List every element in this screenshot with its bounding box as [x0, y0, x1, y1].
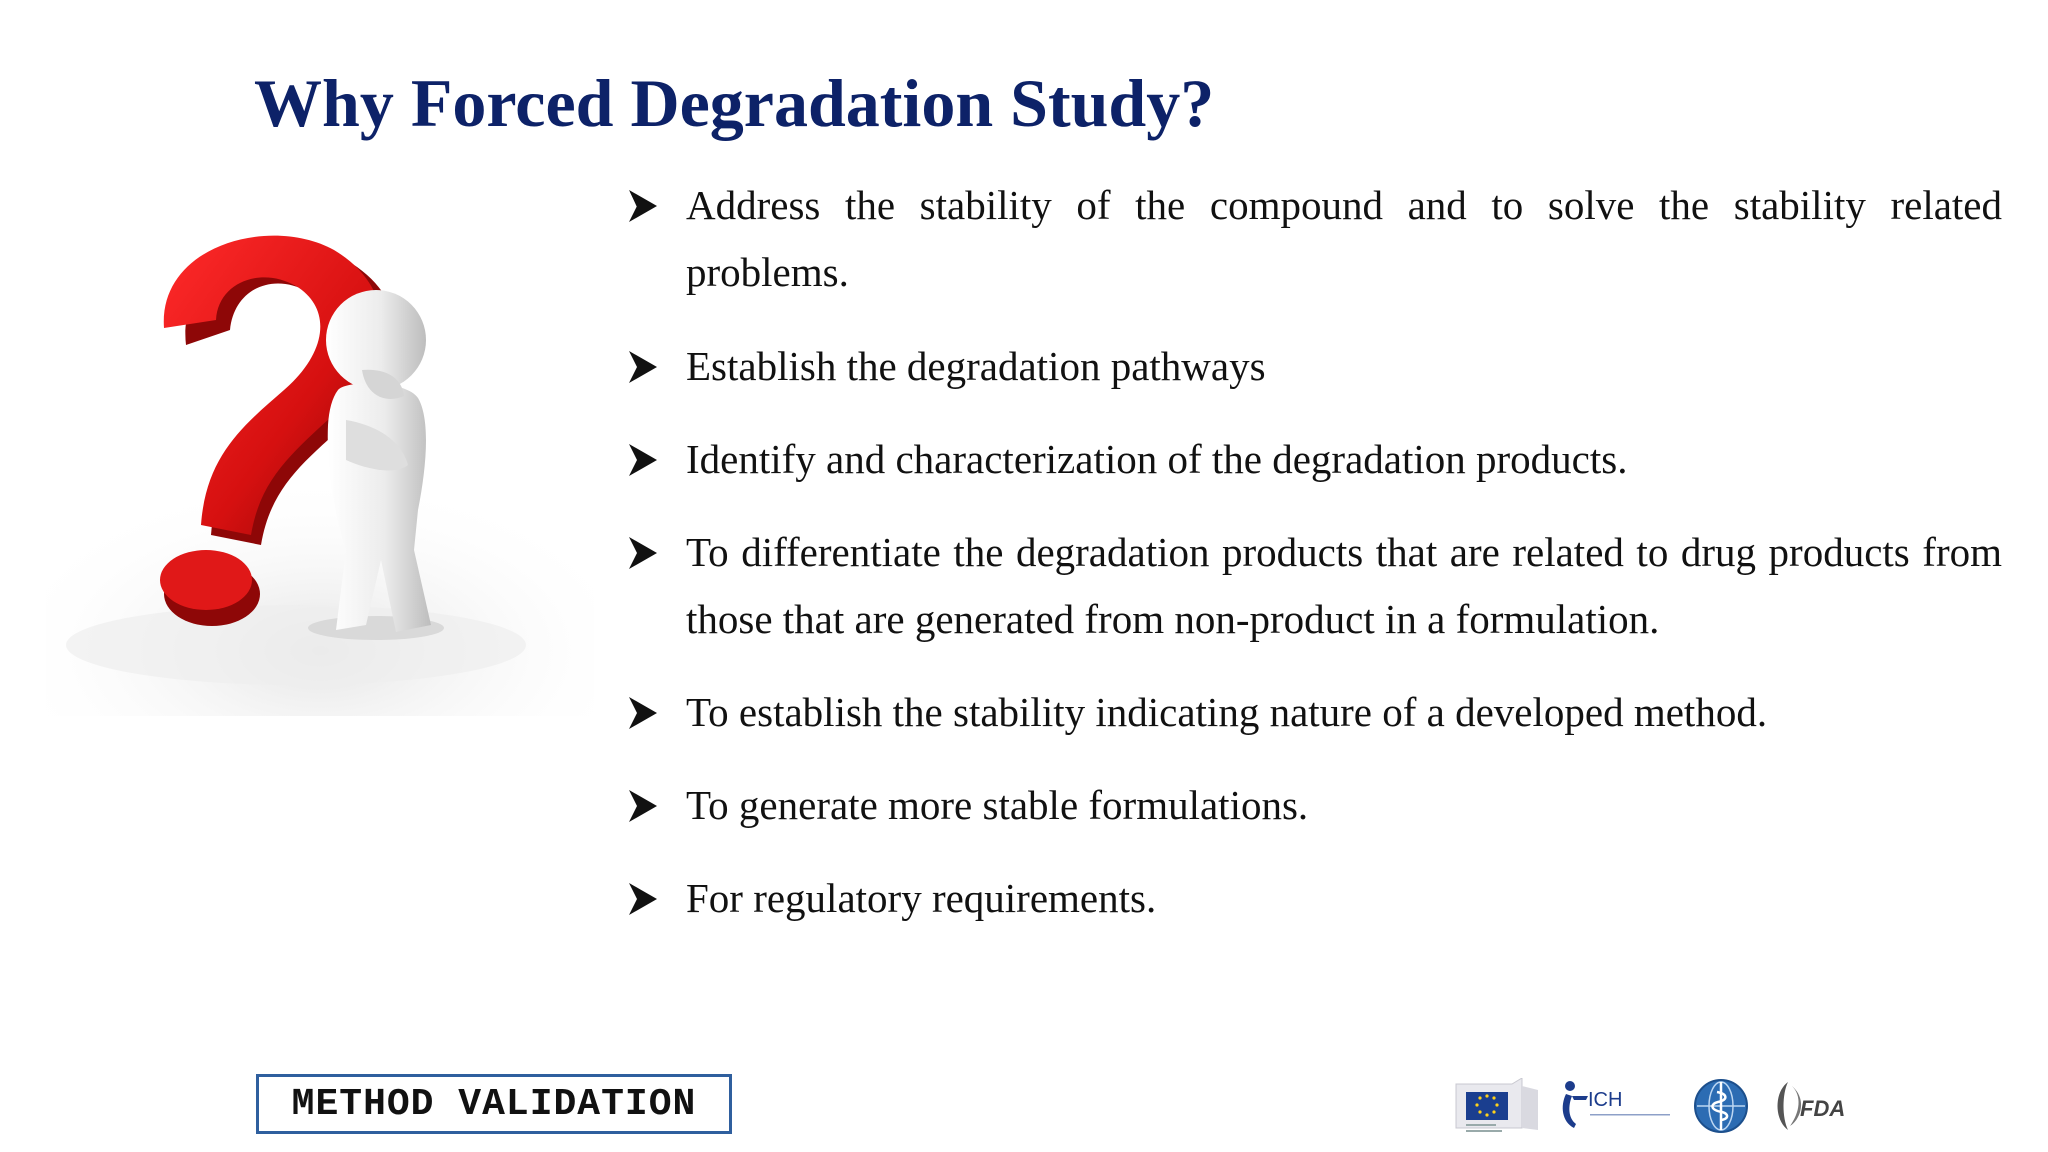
bullet-arrow-icon — [628, 696, 658, 730]
list-item — [628, 679, 2002, 746]
method-validation-badge: METHOD VALIDATION — [256, 1074, 732, 1134]
bullet-text: For regulatory requirements. — [686, 875, 1157, 921]
fda-logo-text: FDA — [1800, 1096, 1846, 1121]
bullet-text: Identify and characterization of the degradation products. — [686, 436, 1628, 482]
question-mark-figure-image — [46, 220, 594, 716]
bullet-text: To establish the stability indicating nature of a developed method. — [686, 689, 1768, 735]
list-item — [628, 172, 2002, 306]
bullet-arrow-icon — [628, 443, 658, 477]
ich-logo — [1558, 1076, 1678, 1141]
bullet-arrow-icon — [628, 350, 658, 384]
bullet-text: Address the stability of the compound and to solve the stability related problems. — [686, 182, 2002, 295]
list-item — [628, 519, 2002, 653]
bullet-text: Establish the degradation pathways — [686, 343, 1266, 389]
bullet-arrow-icon — [628, 536, 658, 570]
list-item — [628, 426, 2002, 493]
bullet-arrow-icon — [628, 882, 658, 916]
eu-logo — [1452, 1078, 1542, 1143]
bullet-text: To generate more stable formulations. — [686, 782, 1309, 828]
bullet-arrow-icon — [628, 189, 658, 223]
bullet-list — [628, 172, 2002, 932]
fda-logo — [1770, 1076, 1862, 1141]
bullet-arrow-icon — [628, 789, 658, 823]
bullet-text: To differentiate the degradation products that are related to drug products from those that are generated from non-product in a formulation. — [686, 529, 2002, 642]
regulatory-logos — [1452, 1074, 1862, 1138]
list-item — [628, 865, 2002, 932]
list-item — [628, 333, 2002, 400]
ich-logo-text: ICH — [1588, 1089, 1623, 1111]
page-title: Why Forced Degradation Study? — [254, 65, 1215, 141]
who-logo — [1688, 1074, 1754, 1143]
list-item — [628, 772, 2002, 839]
